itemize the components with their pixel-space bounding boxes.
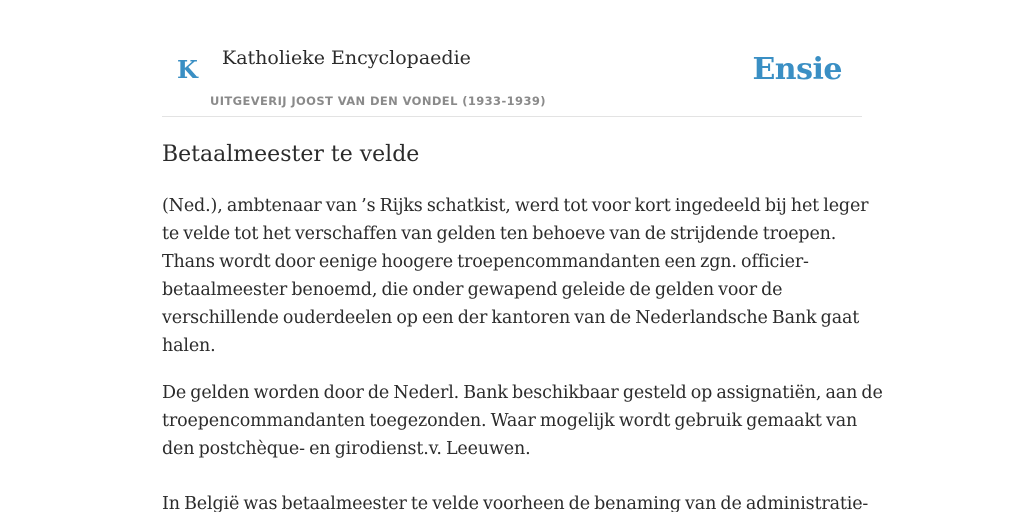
publication-title[interactable]: Katholieke Encyclopaedie xyxy=(222,47,471,69)
ensie-brand-logo[interactable]: Ensie xyxy=(752,52,842,87)
paragraph-line: In België was betaalmeester te velde voorheen de benaming van de administratie- xyxy=(162,494,869,512)
paragraph-line: verschillende ouderdeelen op een der kantoren van de Nederlandsche Bank gaat xyxy=(162,308,860,328)
paragraph-line: betaalmeester benoemd, die onder gewapend geleide de gelden voor de xyxy=(162,280,783,300)
article-title: Betaalmeester te velde xyxy=(162,142,420,167)
article-paragraph-2 xyxy=(162,379,883,463)
publication-subtitle: UITGEVERIJ JOOST VAN DEN VONDEL (1933-1939) xyxy=(210,94,546,108)
page xyxy=(162,0,883,512)
paragraph-line: De gelden worden door de Nederl. Bank beschikbaar gesteld op assignatiën, aan de xyxy=(162,383,883,403)
paragraph-line: Thans wordt door eenige hoogere troepencommandanten een zgn. officier- xyxy=(162,252,809,272)
paragraph-line: (Ned.), ambtenaar van ’s Rijks schatkist, werd tot voor kort ingedeeld bij het leger xyxy=(162,196,869,216)
paragraph-line: troepencommandanten toegezonden. Waar mogelijk wordt gebruik gemaakt van xyxy=(162,411,858,431)
article-paragraph-1 xyxy=(162,192,869,360)
article-paragraph-3 xyxy=(162,490,869,512)
site-header xyxy=(162,0,862,117)
paragraph-line: halen. xyxy=(162,336,216,356)
paragraph-line: den postchèque- en girodienst.v. Leeuwen. xyxy=(162,439,531,459)
publication-logo[interactable]: K xyxy=(177,55,198,84)
paragraph-line: te velde tot het verschaffen van gelden ten behoeve van de strijdende troepen. xyxy=(162,224,837,244)
